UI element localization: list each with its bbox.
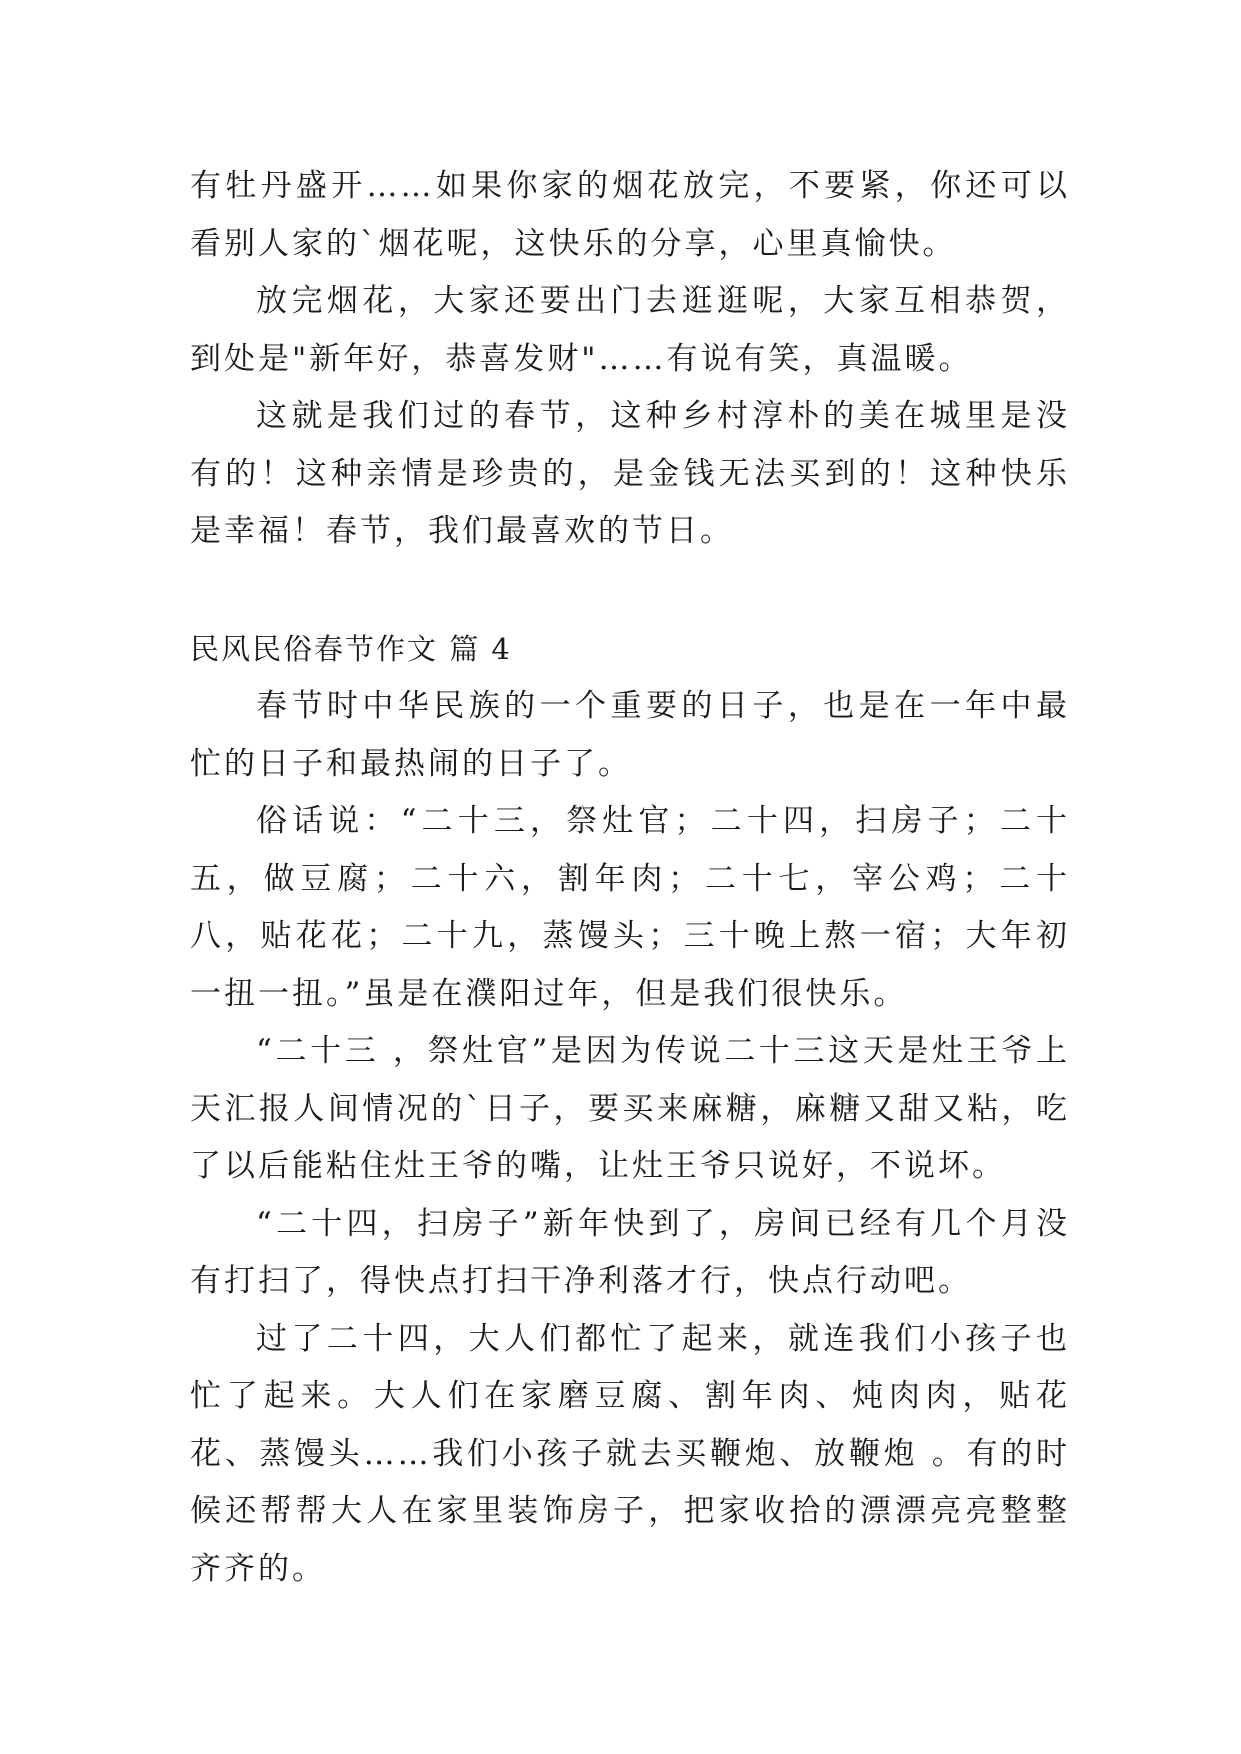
paragraph: 俗话说：“二十三，祭灶官；二十四，扫房子；二十五，做豆腐；二十六，割年肉；二十七，宰公鸡；二十八，贴花花；二十九，蒸馒头；三十晚上熬一宿；大年初一扭一扭。”虽是在濮阳过年，但是我们很快乐。	[190, 803, 1070, 1012]
paragraph: “二十三 ，祭灶官”是因为传说二十三这天是灶王爷上天汇报人间情况的`日子，要买来麻糖，麻糖又甜又粘，吃了以后能粘住灶王爷的嘴，让灶王爷只说好，不说坏。	[190, 1033, 1070, 1184]
paragraph: 这就是我们过的春节，这种乡村淳朴的美在城里是没有的！这种亲情是珍贵的，是金钱无法买到的！这种快乐是幸福！春节，我们最喜欢的节日。	[190, 398, 1070, 549]
paragraph: 过了二十四，大人们都忙了起来，就连我们小孩子也忙了起来。大人们在家磨豆腐、割年肉、炖肉肉，贴花花、蒸馒头……我们小孩子就去买鞭炮、放鞭炮 。有的时候还帮帮大人在家里装饰房子，把家收拾的漂漂亮亮整整齐齐的。	[190, 1320, 1070, 1587]
paragraph: 有牡丹盛开……如果你家的烟花放完，不要紧，你还可以看别人家的`烟花呢，这快乐的分享，心里真愉快。	[190, 168, 1070, 262]
paragraph: 放完烟花，大家还要出门去逛逛呢，大家互相恭贺，到处是"新年好，恭喜发财"……有说有笑，真温暖。	[190, 283, 1070, 377]
paragraph: 春节时中华民族的一个重要的日子，也是在一年中最忙的日子和最热闹的日子了。	[190, 688, 1070, 782]
paragraph: “二十四，扫房子”新年快到了，房间已经有几个月没有打扫了，得快点打扫干净利落才行，快点行动吧。	[190, 1205, 1070, 1299]
document-body	[190, 158, 1070, 1598]
section-heading: 民风民俗春节作文 篇 4	[190, 631, 512, 666]
